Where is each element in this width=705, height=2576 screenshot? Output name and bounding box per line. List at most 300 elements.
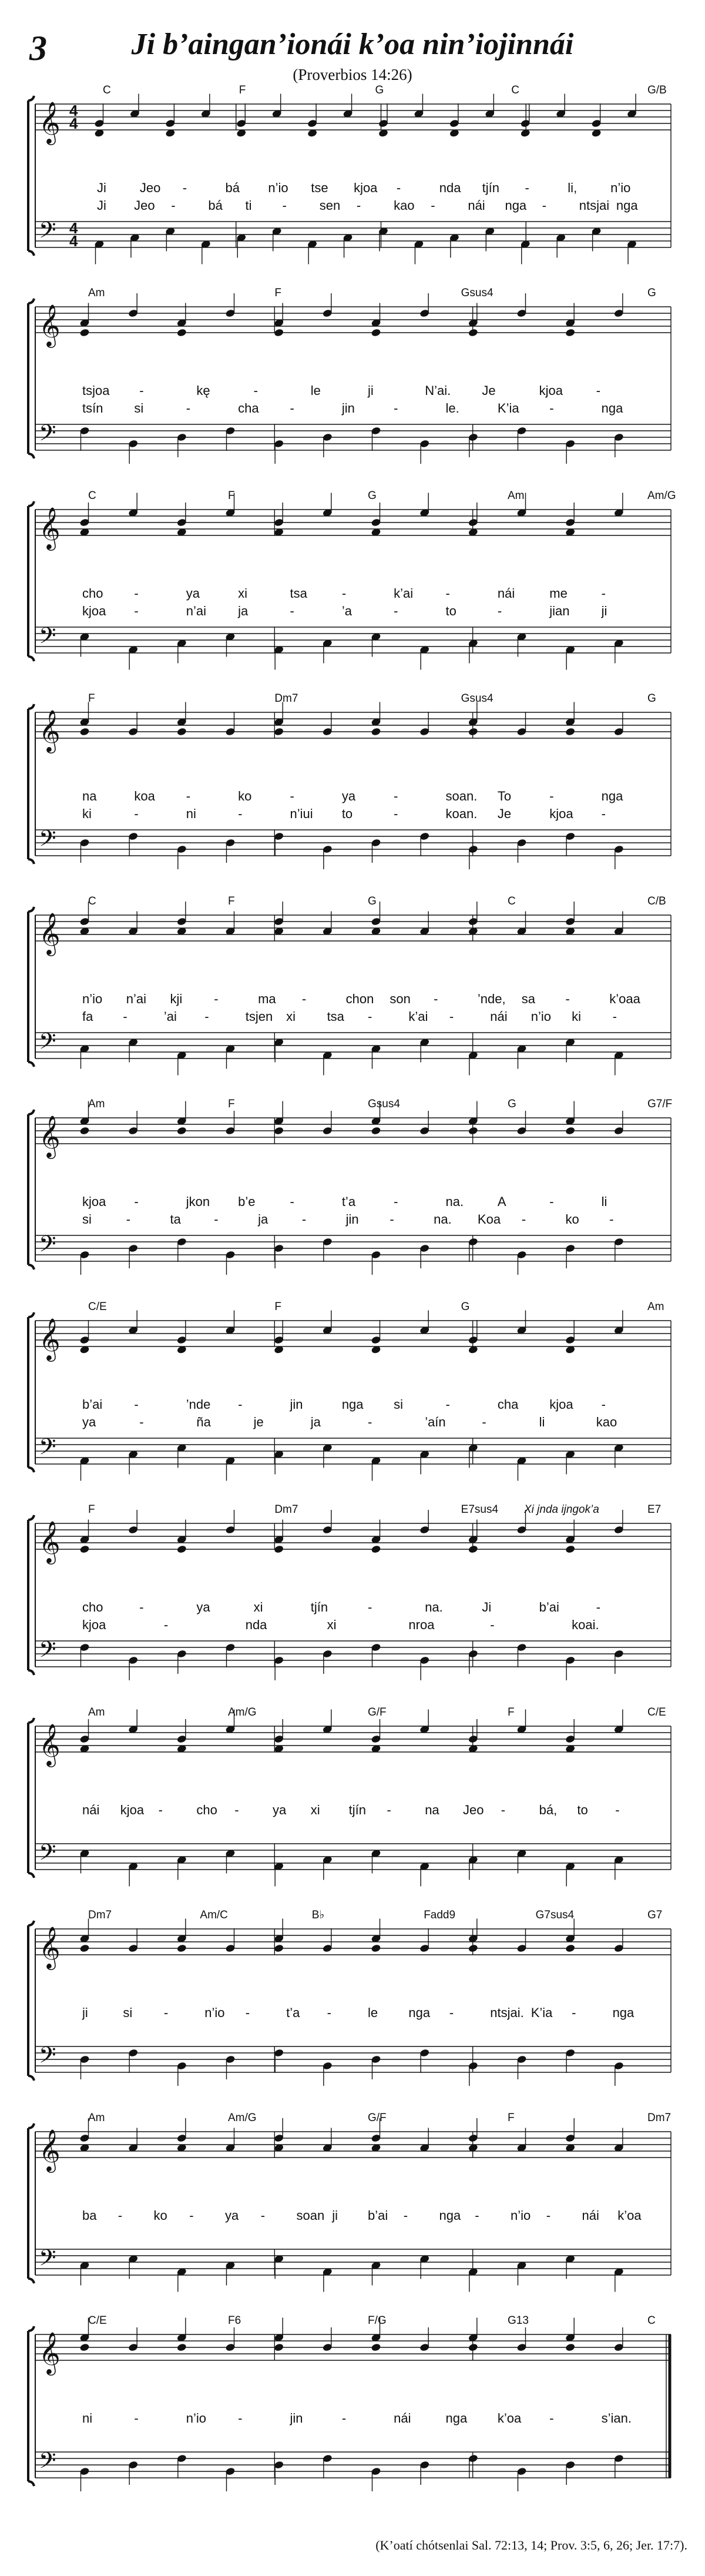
lyric-verse-2: ni [186,806,196,821]
chord-symbol: G/B [647,84,667,96]
lyric-verse-1: - [139,383,144,398]
lyric-verse-2: - [601,806,606,821]
lyric-verse-1: - [387,1803,391,1817]
note-head [371,727,381,736]
lyric-verse-2: K’ia [497,401,519,416]
lyric-verse-1: n’io [511,2208,531,2223]
lyric-verse-2: ntsjai [579,198,610,213]
note-head [371,1545,381,1553]
chord-symbol: C/B [647,895,666,907]
chord-symbol: Dm7 [647,2112,672,2124]
note-head [79,1545,90,1553]
lyric-verse-2: cha [238,401,259,416]
lyric-verse-2: - [521,1212,526,1227]
treble-clef-icon: 𝄞 [39,2130,61,2170]
chord-symbol: E7 [647,1503,662,1516]
lyric-verse-1: xi [310,1803,320,1817]
note-head [79,2343,90,2351]
lyric-verse-2: Koa [477,1212,501,1227]
system-2 [28,287,671,464]
lyric-verse-2: - [549,401,554,416]
system-bracket [28,501,34,661]
chord-symbol: C [103,84,111,96]
lyric-verse-2: nda [245,1617,267,1632]
lyric-verse-1: - [565,991,570,1006]
lyric-verse-1: bá [225,180,240,195]
note-head [371,2343,381,2351]
lyric-verse-2: tsa [327,1009,344,1024]
lyric-verse-1: - [572,2005,576,2020]
lyric-verse-1: - [549,789,554,803]
lyric-verse-1: sa [521,991,535,1006]
lyric-verse-1: - [260,2208,266,2223]
treble-clef-icon: 𝄞 [39,711,61,751]
chord-symbol: Fadd9 [424,1909,456,1921]
note-head [79,328,90,337]
treble-clef-icon: 𝄞 [39,1319,61,1359]
chord-symbol: G/F [368,1706,387,1719]
chord-symbol: C [88,490,96,502]
lyric-verse-2: Ji [97,198,106,213]
chord-symbol: Dm7 [274,1503,298,1516]
note-head [468,1944,478,1952]
lyric-verse-1: cha [497,1397,519,1412]
lyric-verse-1: li, [568,180,578,195]
lyric-verse-1: n’io [204,2005,225,2020]
chord-symbol: Am [88,2112,105,2124]
lyric-verse-1: - [394,1194,398,1209]
hymn-title: Ji b’aingan’ionái k’oa nin’iojinnái [131,28,574,61]
lyric-verse-1: tjín [348,1803,366,1817]
lyric-verse-1: - [182,180,187,195]
lyric-verse-1: ko [153,2208,167,2223]
chord-symbol: F [228,1098,235,1110]
system-9 [28,1706,671,1887]
lyric-verse-1: n’io [186,2411,206,2426]
lyric-verse-1: n’io [268,180,288,195]
lyric-verse-1: jin [290,1397,303,1412]
lyric-verse-1: to [577,1803,588,1817]
lyric-verse-1: - [549,1194,554,1209]
chord-symbol: G [647,287,656,299]
lyric-verse-1: b’ai [539,1600,559,1614]
system-bracket [28,2326,34,2486]
treble-clef-icon: 𝄞 [39,1724,61,1765]
chord-symbol: F [274,287,281,299]
lyric-verse-2: - [214,1212,219,1227]
chord-symbol: Am [88,1706,105,1719]
lyric-verse-2: na. [434,1212,452,1227]
lyric-verse-1: - [549,2411,554,2426]
lyric-verse-1: - [163,2005,169,2020]
chord-symbol: C [647,2314,656,2327]
lyric-verse-1: - [445,1397,450,1412]
system-bracket [28,1312,34,1472]
lyric-verse-1: cho [82,586,103,601]
lyric-verse-1: ya [273,1803,287,1817]
chord-symbol: C [88,895,96,907]
lyric-verse-1: - [341,586,347,601]
lyric-verse-1: - [445,586,450,601]
note-head [371,1944,381,1952]
lyric-verse-1: Ji [482,1600,492,1614]
system-11 [28,2112,671,2292]
lyric-verse-1: - [186,789,191,803]
note-head [79,1944,90,1952]
lyric-verse-1: nga [408,2005,431,2020]
lyric-verse-2: ja [238,604,249,618]
lyric-verse-1: ji [82,2005,88,2020]
lyric-verse-1: - [501,1803,506,1817]
chord-symbol: G7sus4 [535,1909,575,1921]
lyric-verse-2: - [171,198,176,213]
lyric-verse-2: ’ai [163,1009,177,1024]
chord-symbol: G [375,84,384,96]
note-head [79,1126,90,1135]
chord-symbol: G/F [368,2112,387,2124]
chord-symbol: Am/G [647,490,676,502]
lyric-verse-1: nái [497,586,515,601]
lyric-verse-2: - [497,604,502,618]
time-signature-top: 4 [69,219,78,237]
lyric-verse-2: ji [601,604,607,618]
lyric-verse-1: - [341,2411,347,2426]
chord-symbol: Gsus4 [461,692,494,705]
chord-symbol: Am/C [200,1909,228,1921]
bass-clef-icon: 𝄢 [39,1434,56,1465]
lyric-verse-2: nái [490,1009,508,1024]
treble-clef-icon: 𝄞 [39,913,61,954]
lyric-verse-1: kjoa [539,383,563,398]
lyric-verse-2: - [490,1617,495,1632]
lyric-verse-1: - [238,1397,243,1412]
note-head [176,727,187,736]
note-head [565,727,576,736]
bass-clef-icon: 𝄢 [39,1029,56,1059]
lyric-verse-2: le. [445,401,459,416]
chord-symbol: G [368,490,377,502]
chord-symbol: F [88,1503,95,1516]
lyric-verse-2: je [253,1415,264,1429]
lyric-verse-2: - [390,1212,394,1227]
note-head [176,328,187,337]
bass-clef-icon: 𝄢 [39,1231,56,1262]
system-10 [28,1909,671,2086]
lyric-verse-1: - [234,1803,239,1817]
lyric-verse-1: ya [186,586,200,601]
lyric-verse-2: - [134,604,139,618]
lyric-verse-2: jin [341,401,355,416]
lyric-verse-1: b’e [238,1194,256,1209]
lyric-verse-1: Jeo [139,180,161,195]
lyric-verse-1: tjín [482,180,499,195]
lyric-verse-2: jin [345,1212,359,1227]
note-head [468,727,478,736]
lyric-verse-1: - [615,1803,620,1817]
lyric-verse-1: K’ia [531,2005,553,2020]
lyric-verse-1: - [475,2208,479,2223]
system-12 [28,2314,671,2491]
lyric-verse-2: - [290,604,294,618]
lyric-verse-2: ya [82,1415,96,1429]
lyric-verse-1: ko [238,789,252,803]
system-bracket [28,299,34,458]
lyric-verse-1: me [549,586,568,601]
lyric-verse-1: To [497,789,512,803]
lyric-verse-2: kjoa [82,604,106,618]
lyric-verse-1: - [134,2411,139,2426]
lyric-verse-1: son [390,991,411,1006]
lyric-verse-2: - [139,1415,144,1429]
lyric-verse-2: n’io [531,1009,551,1024]
chord-symbol: F [274,1301,281,1313]
lyric-verse-2: ña [196,1415,211,1429]
lyric-verse-2: k’ai [408,1009,428,1024]
lyric-verse-1: - [394,789,398,803]
lyric-verse-1: bá, [539,1803,558,1817]
lyric-verse-2: n’ai [186,604,206,618]
chord-symbol: C/E [88,1301,107,1313]
system-bracket [28,1718,34,1878]
lyric-verse-2: xi [327,1617,337,1632]
lyric-verse-1: nga [445,2411,468,2426]
lyric-verse-2: - [368,1415,372,1429]
lyric-verse-1: chon [345,991,374,1006]
note-head [468,1126,478,1135]
lyric-verse-1: kjoa [82,1194,106,1209]
lyric-verse-1: t’a [286,2005,300,2020]
lyric-verse-2: - [394,401,398,416]
lyric-verse-1: ba [82,2208,97,2223]
note-head [468,1545,478,1553]
lyric-verse-1: - [403,2208,408,2223]
lyric-verse-1: kjoa [549,1397,573,1412]
lyric-verse-1: - [214,991,219,1006]
lyric-verse-2: Je [497,806,512,821]
note-head [79,727,90,736]
bass-clef-icon: 𝄢 [39,826,56,856]
lyric-verse-2: ja [310,1415,321,1429]
lyric-verse-1: le [310,383,321,398]
lyric-verse-2: bá [208,198,223,213]
note-head [176,1545,187,1553]
bass-clef-icon: 𝄢 [39,1840,56,1870]
lyric-verse-1: cho [82,1600,103,1614]
lyric-verse-2: - [282,198,287,213]
chord-symbol: F [228,490,235,502]
lyric-verse-2: nga [601,401,623,416]
lyric-verse-2: ko [565,1212,579,1227]
chord-symbol: C/E [647,1706,666,1719]
lyric-verse-1: - [158,1803,163,1817]
chord-symbol: C/E [88,2314,107,2327]
lyric-verse-1: Ji [97,180,106,195]
lyric-verse-2: ’a [341,604,352,618]
chord-symbol: G7 [647,1909,663,1921]
bass-clef-icon: 𝄢 [39,420,56,451]
lyric-verse-1: - [396,180,401,195]
chord-symbol: Gsus4 [368,1098,400,1110]
lyric-verse-2: - [609,1212,614,1227]
lyric-verse-1: soan [296,2208,325,2223]
hymn-number: 3 [29,29,47,68]
lyric-verse-1: ’nde, [477,991,506,1006]
system-bracket [28,2123,34,2283]
lyric-verse-2: - [431,198,435,213]
time-signature-bottom: 4 [69,115,78,132]
lyric-verse-2: nái [468,198,485,213]
chord-symbol: F6 [228,2314,241,2327]
lyric-verse-1: nái [582,2208,599,2223]
lyric-verse-1: koa [134,789,155,803]
note-head [468,2343,478,2351]
lyric-verse-2: koan. [445,806,478,821]
lyric-verse-1: ji [332,2208,338,2223]
lyric-verse-2: nga [505,198,527,213]
lyric-verse-1: - [327,2005,331,2020]
lyric-verse-1: k’oa [617,2208,642,2223]
lyric-verse-1: si [123,2005,133,2020]
lyric-verse-2: Jeo [134,198,155,213]
lyric-verse-1: k’oa [497,2411,522,2426]
lyric-verse-2: ti [245,198,252,213]
lyric-verse-1: kjoa [120,1803,145,1817]
lyric-verse-2: fa [82,1009,93,1024]
chord-symbol: Dm7 [88,1909,112,1921]
lyric-verse-1: s’ian. [601,2411,632,2426]
note-head [274,2343,284,2351]
lyric-verse-1: - [118,2208,123,2223]
lyric-verse-2: to [445,604,456,618]
lyric-verse-1: - [238,2411,243,2426]
lyric-verse-2: nroa [408,1617,435,1632]
lyric-verse-2: - [394,806,398,821]
lyric-verse-2: si [134,401,144,416]
bass-clef-icon: 𝄢 [39,2448,56,2478]
lyric-verse-1: - [253,383,258,398]
bass-clef-icon: 𝄢 [39,217,56,248]
lyric-verse-1: - [601,1397,606,1412]
lyric-verse-2: kjoa [82,1617,106,1632]
bass-clef-icon: 𝄢 [39,2245,56,2276]
lyric-verse-1: ya [341,789,356,803]
lyric-verse-2: kao [394,198,415,213]
lyric-verse-1: N’ai. [425,383,451,398]
lyric-verse-1: A [497,1194,506,1209]
lyric-verse-1: nga [341,1397,364,1412]
scripture-reference: (Proverbios 14:26) [293,66,412,83]
lyric-verse-2: kjoa [549,806,573,821]
lyric-verse-2: - [290,401,294,416]
chord-symbol: G [508,1098,516,1110]
system-bracket [28,96,34,256]
chord-symbol: G7/F [647,1098,673,1110]
system-bracket [28,704,34,864]
lyric-verse-1: n’ai [126,991,147,1006]
lyric-verse-2: - [123,1009,127,1024]
lyric-verse-2: tsjen [245,1009,273,1024]
chord-symbol: Dm7 [274,692,298,705]
lyric-verse-1: - [525,180,529,195]
lyric-verse-1: na. [425,1600,443,1614]
lyric-verse-2: ki [572,1009,582,1024]
lyric-verse-1: na. [445,1194,464,1209]
note-head [565,1545,576,1553]
note-head [371,328,381,337]
lyric-verse-1: jkon [186,1194,210,1209]
lyric-verse-2: xi [286,1009,296,1024]
chord-symbol: G [461,1301,470,1313]
performance-annotation: Xi jnda ijngok’a [524,1503,599,1516]
lyric-verse-2: ’aín [425,1415,446,1429]
note-head [176,2343,187,2351]
treble-clef-icon: 𝄞 [39,1927,61,1968]
lyric-verse-1: - [134,586,139,601]
chord-symbol: F/G [368,2314,387,2327]
lyric-verse-2: kao [596,1415,617,1429]
lyric-verse-2: - [356,198,361,213]
note-head [176,1126,187,1135]
note-head [274,1126,284,1135]
lyric-verse-1: tsjoa [82,383,110,398]
lyric-verse-1: xi [253,1600,263,1614]
lyric-verse-2: jian [549,604,570,618]
treble-clef-icon: 𝄞 [39,102,61,143]
chord-symbol: C [508,895,516,907]
note-head [565,328,576,337]
system-1 [28,84,671,264]
lyric-verse-1: nga [439,2208,461,2223]
lyric-verse-1: le [368,2005,378,2020]
chord-symbol: F [508,1706,515,1719]
chord-symbol: Am [88,1098,105,1110]
lyric-verse-1: - [449,2005,454,2020]
lyric-verse-2: nga [616,198,638,213]
lyric-verse-1: nái [394,2411,411,2426]
lyric-verse-1: - [596,1600,601,1614]
note-head [274,1944,284,1952]
chord-symbol: Am [508,490,525,502]
lyric-verse-2: - [186,401,191,416]
lyric-verse-1: ntsjai. [490,2005,524,2020]
lyric-verse-1: kę [196,383,210,398]
system-bracket [28,1110,34,1269]
chord-symbol: E7sus4 [461,1503,499,1516]
chord-symbol: G13 [508,2314,529,2327]
lyric-verse-1: - [189,2208,194,2223]
chord-symbol: F [88,692,95,705]
lyric-verse-1: n’io [82,991,103,1006]
lyric-verse-2: - [204,1009,209,1024]
chord-symbol: G [647,692,656,705]
lyric-verse-1: tse [311,180,328,195]
note-head [565,1944,576,1952]
lyric-verse-2: - [542,198,546,213]
chord-symbol: Am [88,287,105,299]
lyric-verse-2: n’iui [290,806,313,821]
treble-clef-icon: 𝄞 [39,1522,61,1562]
lyric-verse-1: kjoa [354,180,378,195]
lyric-verse-1: - [139,1600,144,1614]
lyric-verse-2: koai. [572,1617,599,1632]
lyric-verse-1: nga [601,789,623,803]
note-head [274,727,284,736]
lyric-verse-1: cho [196,1803,217,1817]
lyric-verse-1: - [290,1194,294,1209]
chord-symbol: F [239,84,246,96]
lyric-verse-2: - [368,1009,372,1024]
lyric-verse-1: ya [196,1600,210,1614]
